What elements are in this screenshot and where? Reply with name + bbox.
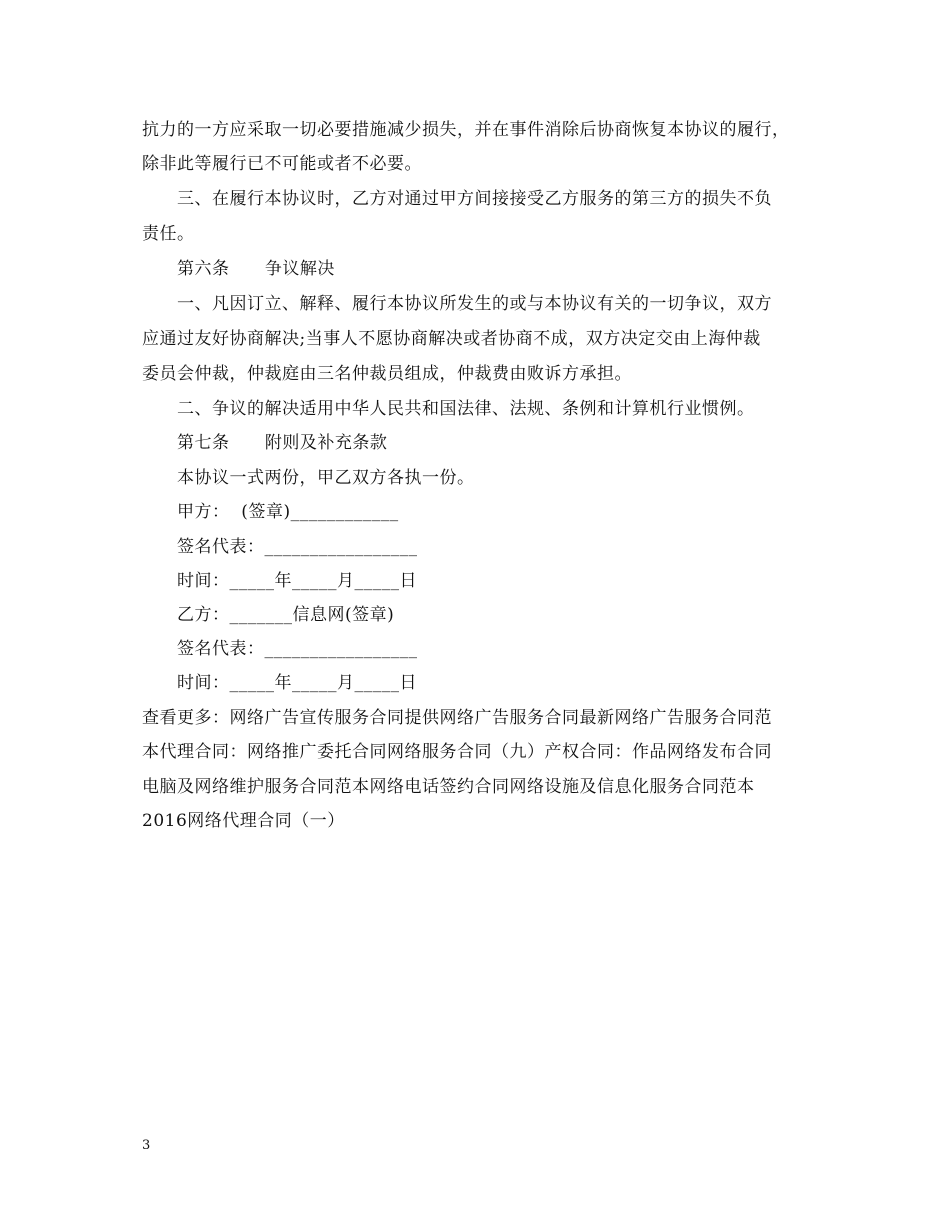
signature-field-representative-b: 签名代表：_________________ xyxy=(177,639,418,659)
signature-field-representative-a: 签名代表：_________________ xyxy=(177,537,418,557)
related-links-line: 本代理合同：网络推广委托合同网络服务合同（九）产权合同：作品网络发布合同 xyxy=(142,742,772,762)
text-line: 一、凡因订立、解释、履行本协议所发生的或与本协议有关的一切争议，双方 xyxy=(177,294,772,314)
date-field-party-b: 时间：_____年_____月_____日 xyxy=(177,673,417,693)
text-line: 本协议一式两份，甲乙双方各执一份。 xyxy=(177,468,475,488)
text-line: 责任。 xyxy=(142,224,195,244)
signature-field-party-a: 甲方： (签章)____________ xyxy=(177,502,399,522)
text-line: 抗力的一方应采取一切必要措施减少损失，并在事件消除后协商恢复本协议的履行， xyxy=(142,120,790,140)
section-heading: 第六条 争议解决 xyxy=(177,259,335,279)
text-line: 三、在履行本协议时，乙方对通过甲方间接接受乙方服务的第三方的损失不负 xyxy=(177,189,772,209)
related-links-line: 查看更多：网络广告宣传服务合同提供网络广告服务合同最新网络广告服务合同范 xyxy=(142,708,772,728)
text-line: 除非此等履行已不可能或者不必要。 xyxy=(142,154,422,174)
related-links-line: 电脑及网络维护服务合同范本网络电话签约合同网络设施及信息化服务合同范本 xyxy=(142,777,755,797)
text-line: 应通过友好协商解决;当事人不愿协商解决或者协商不成，双方决定交由上海仲裁 xyxy=(142,329,761,349)
signature-field-party-b: 乙方：_______信息网(签章) xyxy=(177,605,395,625)
page-number: 3 xyxy=(142,1138,151,1153)
related-links-line: 2016网络代理合同（一） xyxy=(142,811,345,831)
date-field-party-a: 时间：_____年_____月_____日 xyxy=(177,571,417,591)
text-line: 二、争议的解决适用中华人民共和国法律、法规、条例和计算机行业惯例。 xyxy=(177,399,755,419)
section-heading: 第七条 附则及补充条款 xyxy=(177,433,388,453)
text-line: 委员会仲裁，仲裁庭由三名仲裁员组成，仲裁费由败诉方承担。 xyxy=(142,364,632,384)
